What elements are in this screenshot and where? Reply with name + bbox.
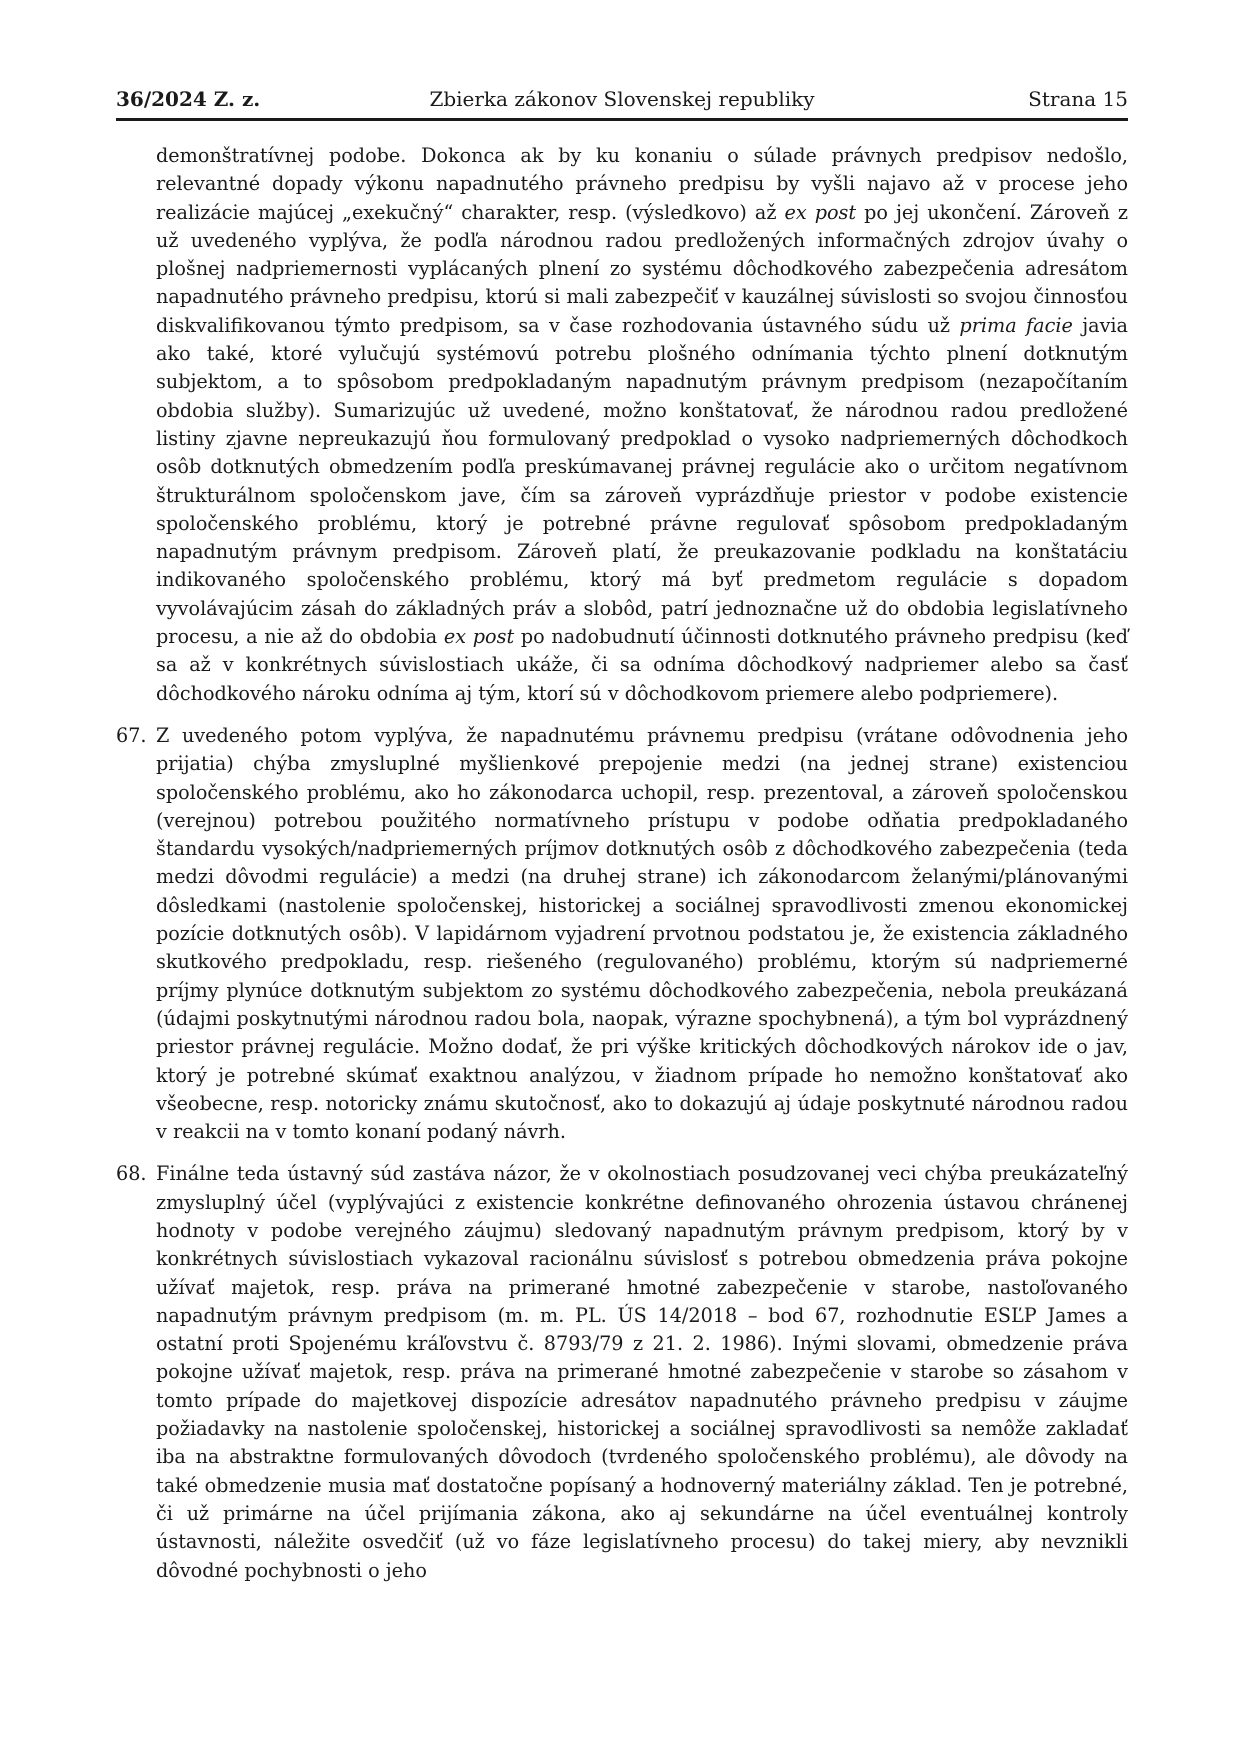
- paragraph-number: 68.: [116, 1162, 147, 1186]
- paragraph-68: [116, 1160, 1128, 1584]
- paragraph-text: demonštratívnej podobe. Dokonca ak by ku konaniu o súlade právnych predpisov nedošlo, relevantné dopady výkonu napadnutého právneho predpisu by vyšli najavo až v procese jeho realizácie majúcej „exekučný“ charakter, resp. (výsledkovo) až: [156, 144, 1128, 224]
- paragraph-number: 67.: [116, 723, 147, 747]
- journal-title: Zbierka zákonov Slovenskej republiky: [429, 87, 815, 111]
- paragraph-text: javia ako také, ktoré vylučujú systémovú potrebu plošného odnímania týchto plnení dotknutým subjektom, a to spôsobom predpokladaným napadnutým právnym predpisom (nezapočítaním obdobia služby). Sumarizujúc už uvedené, možno konštatovať, že národnou radou predložené listiny zjavne nepreukazujú ňou formulovaný predpoklad o vysoko nadpriemerných dôchodkoch osôb dotknutých obmedzením podľa preskúmavanej právnej regulácie ako o určitom negatívnom štrukturálnom spoločenskom jave, čím sa zároveň vyprázdňuje priestor v podobe existencie spoločenského problému, ktorý je potrebné právne regulovať spôsobom predpokladaným napadnutým právnym predpisom. Zároveň platí, že preukazovanie podkladu na konštatáciu indikovaného spoločenského problému, ktorý má byť predmetom regulácie s dopadom vyvolávajúcim zásah do základných práv a slobôd, patrí jednoznačne už do obdobia legislatívneho procesu, a nie až do obdobia: [156, 313, 1128, 649]
- paragraph-text: Finálne teda ústavný súd zastáva názor, že v okolnostiach posudzovanej veci chýba preukázateľný zmysluplný účel (vyplývajúci z existencie konkrétne definovaného ohrozenia ústavou chránenej hodnoty v podobe verejného záujmu) sledovaný napadnutým právnym predpisom, ktorý by v konkrétnych súvislostiach vykazoval racionálnu súvislosť s potrebou obmedzenia práva pokojne užívať majetok, resp. práva na primerané hmotné zabezpečenie v starobe, nastoľovaného napadnutým právnym predpisom (m. m. PL. ÚS 14/2018 – bod 67, rozhodnutie ESĽP James a ostatní proti Spojenému kráľovstvu č. 8793/79 z 21. 2. 1986). Inými slovami, obmedzenie práva pokojne užívať majetok, resp. práva na primerané hmotné zabezpečenie v starobe so zásahom v tomto prípade do majetkovej dispozície adresátov napadnutého právneho predpisu v záujme požiadavky na nastolenie spoločenskej, historickej a sociálnej spravodlivosti sa nemôže zakladať iba na abstraktne formulovaných dôvodoch (tvrdeného spoločenského problému), ale dôvody na také obmedzenie musia mať dostatočne popísaný a hodnoverný materiálny základ. Ten je potrebné, či už primárne na účel prijímania zákona, ako aj sekundárne na účel eventuálnej kontroly ústavnosti, náležite osvedčiť (už vo fáze legislatívneho procesu) do takej miery, aby nevznikli dôvodné pochybnosti o jeho: [156, 1162, 1128, 1582]
- page-number: Strana 15: [1028, 87, 1128, 111]
- paragraph-text: po jej ukončení. Zároveň z už uvedeného vyplýva, že podľa národnou radou predložených informačných zdrojov úvahy o plošnej nadpriemernosti vyplácaných plnení zo systému dôchodkového zabezpečenia adresátom napadnutého právneho predpisu, ktorú si mali zabezpečiť v kauzálnej súvislosti so svojou činnosťou diskvalifikovanou týmto predpisom, sa v čase rozhodovania ústavného súdu už: [156, 200, 1129, 337]
- paragraph-text: po nadobudnutí účinnosti dotknutého právneho predpisu (keď sa až v konkrétnych súvislostiach ukáže, či sa odníma dôchodkový nadpriemer alebo sa časť dôchodkového nároku odníma aj tým, ktorí sú v dôchodkovom priemere alebo podpriemere).: [156, 625, 1128, 705]
- document-body: [116, 142, 1128, 1585]
- latin-term: prima facie: [959, 313, 1073, 337]
- paragraph-continued: [116, 142, 1128, 708]
- citation-number: 36/2024 Z. z.: [116, 87, 261, 111]
- page-header: [116, 84, 1128, 121]
- latin-term: ex post: [443, 625, 515, 649]
- paragraph-67: [116, 722, 1128, 1146]
- paragraph-text: Z uvedeného potom vyplýva, že napadnutému právnemu predpisu (vrátane odôvodnenia jeho prijatia) chýba zmysluplné myšlienkové prepojenie medzi (na jednej strane) existenciou spoločenského problému, ako ho zákonodarca uchopil, resp. prezentoval, a zároveň spoločenskou (verejnou) potrebou použitého normatívneho prístupu v podobe odňatia predpokladaného štandardu vysokých/nadpriemerných príjmov dotknutých osôb z dôchodkového zabezpečenia (teda medzi dôvodmi regulácie) a medzi (na druhej strane) ich zákonodarcom želanými/plánovanými dôsledkami (nastolenie spoločenskej, historickej a sociálnej spravodlivosti zmenou ekonomickej pozície dotknutých osôb). V lapidárnom vyjadrení prvotnou podstatou je, že existencia základného skutkového predpokladu, resp. riešeného (regulovaného) problému, ktorým sú nadpriemerné príjmy plynúce dotknutým subjektom zo systému dôchodkového zabezpečenia, nebola preukázaná (údajmi poskytnutými národnou radou bola, naopak, výrazne spochybnená), a tým bol vyprázdnený priestor právnej regulácie. Možno dodať, že pri výške kritických dôchodkových nárokov ide o jav, ktorý je potrebné skúmať exaktnou analýzou, v žiadnom prípade ho nemožno konštatovať ako všeobecne, resp. notoricky známu skutočnosť, ako to dokazujú aj údaje poskytnuté národnou radou v reakcii na v tomto konaní podaný návrh.: [156, 723, 1128, 1144]
- latin-term: ex post: [784, 200, 857, 224]
